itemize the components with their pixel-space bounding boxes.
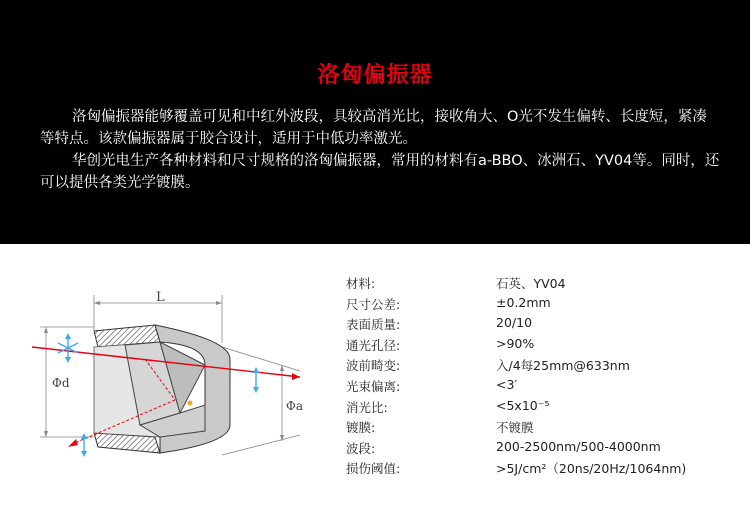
polarizer-housing (94, 325, 230, 453)
length-label: L (156, 290, 165, 305)
spec-table (346, 274, 726, 480)
page-title: 洛匈偏振器 (317, 63, 433, 88)
spec-value: <5x10⁻⁵ (496, 397, 550, 413)
polarizer-diagram (30, 285, 320, 475)
spec-label: 消光比: (346, 399, 388, 415)
spec-value: 20/10 (496, 315, 533, 331)
spec-row (346, 336, 726, 357)
spec-value: >5J/cm²（20ns/20Hz/1064nm) (496, 461, 687, 477)
spec-label: 波段: (346, 440, 376, 456)
spec-label: 表面质量: (346, 317, 401, 333)
spec-row (346, 274, 726, 295)
spec-label: 损伤阈值: (346, 461, 401, 477)
intro-paragraph-1-text: 洛匈偏振器能够覆盖可见和中红外波段，具较高消光比，接收角大、O光不发生偏转、长度短，紧凑等特点。该款偏振器属于胶合设计，适用于中低功率激光。 (40, 109, 707, 147)
spec-label: 光束偏离: (346, 378, 401, 394)
spec-value: <3′ (496, 376, 518, 392)
spec-row (346, 418, 726, 439)
intro-paragraph-2 (40, 150, 720, 194)
spec-value: 200-2500nm/500-4000nm (496, 438, 661, 454)
phi-d-label: Φd (52, 376, 70, 390)
spec-value: ±0.2mm (496, 294, 551, 310)
spec-row (346, 398, 726, 419)
spec-label: 镀膜: (346, 420, 376, 436)
spec-value: 石英、YV04 (496, 276, 566, 291)
spec-label: 通光孔径: (346, 337, 401, 353)
intro-paragraph-2-text: 华创光电生产各种材料和尺寸规格的洛匈偏振器，常用的材料有a-BBO、冰洲石、YV04等。同时，还可以提供各类光学镀膜。 (40, 153, 720, 191)
spec-row (346, 459, 726, 480)
spec-label: 波前畸变: (346, 358, 401, 374)
intro-paragraph-1 (40, 106, 720, 150)
spec-row (346, 295, 726, 316)
spec-row (346, 439, 726, 460)
spec-label: 材料: (346, 276, 376, 291)
spec-row (346, 315, 726, 336)
spec-value: 不镀膜 (496, 420, 534, 436)
spec-row (346, 356, 726, 377)
spec-label: 尺寸公差: (346, 296, 401, 312)
phi-a-label: Φa (286, 399, 303, 413)
spec-value: 入/4每25mm@633nm (496, 358, 630, 374)
spec-row (346, 377, 726, 398)
spec-value: >90% (496, 335, 535, 351)
